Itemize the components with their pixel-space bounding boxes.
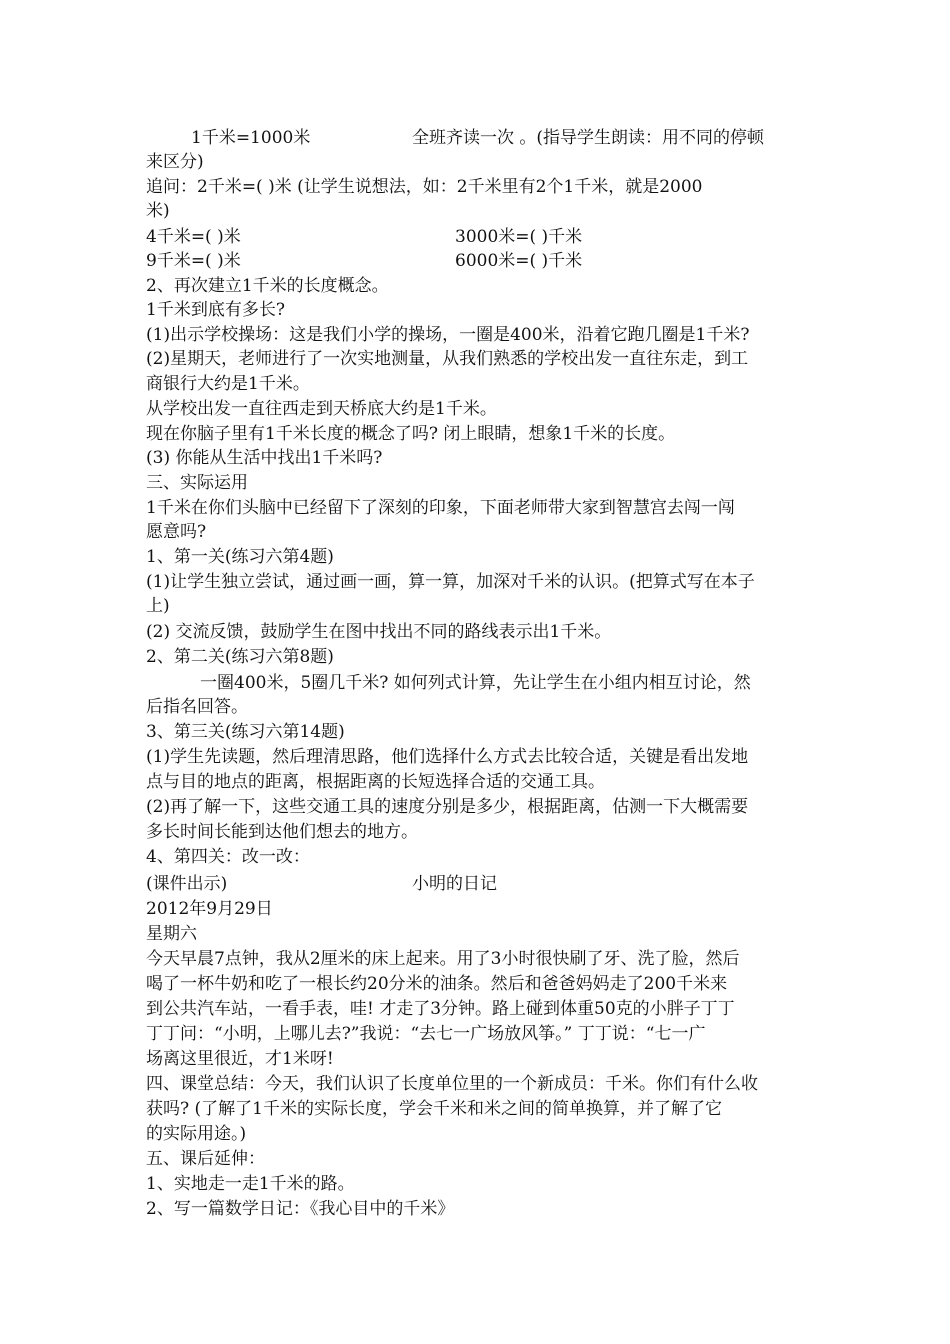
heading-section-5 (146, 1147, 816, 1171)
text-km-definition: 1千米=1000米 (191, 128, 311, 148)
line (146, 745, 816, 769)
text-line: 场离这里很近，才1米呀! (146, 1049, 334, 1069)
text-line: 喝了一杯牛奶和吃了一根长约20分米的油条。然后和爸爸妈妈走了200千米来 (146, 974, 728, 994)
diary-line (146, 1022, 816, 1046)
text-line: 2、写一篇数学日记：《我心目中的千米》 (146, 1199, 455, 1219)
diary-title: 小明的日记 (412, 874, 497, 894)
text-line: 现在你脑子里有1千米长度的概念了吗? 闭上眼睛，想象1千米的长度。 (146, 424, 676, 444)
text-line: 到公共汽车站，一看手表，哇! 才走了3分钟。路上碰到体重50克的小胖子丁丁 (146, 999, 735, 1019)
heading-step-2 (146, 274, 816, 298)
line (146, 1122, 816, 1146)
text-line: 三、实际运用 (146, 473, 248, 493)
diary-weekday (146, 922, 816, 946)
text-line: (2) 交流反馈，鼓励学生在图中找出不同的路线表示出1千米。 (146, 622, 612, 642)
text-line: 1、实地走一走1千米的路。 (146, 1174, 355, 1194)
diary-line (146, 997, 816, 1021)
text-line: 获吗? (了解了1千米的实际长度，学会千米和米之间的简单换算，并了解了它 (146, 1099, 722, 1119)
text-line: (2)星期天，老师进行了一次实地测量，从我们熟悉的学校出发一直往东走，到工 (146, 349, 749, 369)
text-line: 上) (146, 596, 170, 616)
diary-line (146, 972, 816, 996)
line (146, 770, 816, 794)
line (146, 795, 816, 819)
line (146, 695, 816, 719)
text-line: 1、第一关(练习六第4题) (146, 547, 334, 567)
diary-line (146, 1047, 816, 1071)
text-line: (2)再了解一下，这些交通工具的速度分别是多少，根据距离，估测一下大概需要 (146, 797, 749, 817)
line (146, 570, 816, 594)
diary-header-row (146, 872, 816, 896)
text-line: 追问：2千米=( )米 (让学生说想法，如：2千米里有2个1千米，就是2000 (146, 177, 703, 197)
heading-level-3 (146, 720, 816, 744)
text-line: 五、课后延伸： (146, 1149, 265, 1169)
text-line: 1千米在你们头脑中已经留下了深刻的印象，下面老师带大家到智慧宫去闯一闯 (146, 498, 735, 518)
line (146, 422, 816, 446)
line-1 (146, 126, 816, 150)
text-line: 2、第二关(练习六第8题) (146, 647, 334, 667)
text-line: 丁丁问：“小明，上哪儿去?”我说：“去七一广场放风筝。” 丁丁说：“七一广 (146, 1024, 706, 1044)
text-line: (1)学生先读题，然后理清思路，他们选择什么方式去比较合适，关键是看出发地 (146, 747, 749, 767)
text-line: 一圈400米，5圈几千米? 如何列式计算，先让学生在小组内相互讨论，然 (200, 673, 751, 693)
text-read-aloud-instruction: 全班齐读一次 。(指导学生朗读：用不同的停顿 (412, 128, 765, 148)
text-line: 点与目的地点的距离，根据距离的长短选择合适的交通工具。 (146, 772, 605, 792)
homework-item-1 (146, 1172, 816, 1196)
text-line: 的实际用途。) (146, 1124, 247, 1144)
text-line: 星期六 (146, 924, 197, 944)
text-line: 愿意吗? (146, 522, 207, 542)
diary-date (146, 897, 816, 921)
heading-level-2 (146, 645, 816, 669)
homework-item-2 (146, 1197, 816, 1221)
text-line: 来区分) (146, 152, 204, 172)
text-line: 1千米到底有多长? (146, 300, 285, 320)
exercise-6000m: 6000米=( )千米 (455, 251, 583, 271)
line (146, 323, 816, 347)
text-line: 从学校出发一直往西走到天桥底大约是1千米。 (146, 399, 497, 419)
exercise-4km: 4千米=( )米 (146, 227, 241, 247)
text-line: 2012年9月29日 (146, 899, 273, 919)
text-line: 今天早晨7点钟，我从2厘米的床上起来。用了3小时很快刷了牙、洗了脸，然后 (146, 949, 740, 969)
line (146, 620, 816, 644)
text-line: 后指名回答。 (146, 697, 248, 717)
line (146, 372, 816, 396)
text-line: 2、再次建立1千米的长度概念。 (146, 276, 389, 296)
text-line: 多长时间长能到达他们想去的地方。 (146, 822, 418, 842)
line-indented (200, 671, 870, 695)
exercise-3000m: 3000米=( )千米 (455, 227, 583, 247)
text-line: (1)出示学校操场：这是我们小学的操场，一圈是400米，沿着它跑几圈是1千米? (146, 325, 750, 345)
line (146, 446, 816, 470)
line (146, 1097, 816, 1121)
line (146, 496, 816, 520)
text-line: 3、第三关(练习六第14题) (146, 722, 345, 742)
line (146, 520, 816, 544)
heading-level-1 (146, 545, 816, 569)
line-4 (146, 199, 816, 223)
line (146, 397, 816, 421)
line (146, 347, 816, 371)
text-line: (1)让学生独立尝试，通过画一画，算一算，加深对千米的认识。(把算式写在本子 (146, 572, 755, 592)
line-3 (146, 175, 816, 199)
text-line: 四、课堂总结：今天，我们认识了长度单位里的一个新成员：千米。你们有什么收 (146, 1074, 758, 1094)
line (146, 594, 816, 618)
exercise-9km: 9千米=( )米 (146, 251, 241, 271)
exercise-row-1 (146, 225, 816, 249)
diary-line (146, 947, 816, 971)
text-line: 米) (146, 201, 170, 221)
heading-level-4 (146, 845, 816, 869)
text-line: (3) 你能从生活中找出1千米吗? (146, 448, 383, 468)
heading-section-4 (146, 1072, 816, 1096)
text-line: 4、第四关：改一改： (146, 847, 310, 867)
courseware-label: (课件出示) (146, 874, 228, 894)
text-line: 商银行大约是1千米。 (146, 374, 310, 394)
line-question (146, 298, 816, 322)
exercise-row-2 (146, 249, 816, 273)
heading-section-3 (146, 471, 816, 495)
line (146, 820, 816, 844)
line-2 (146, 150, 816, 174)
